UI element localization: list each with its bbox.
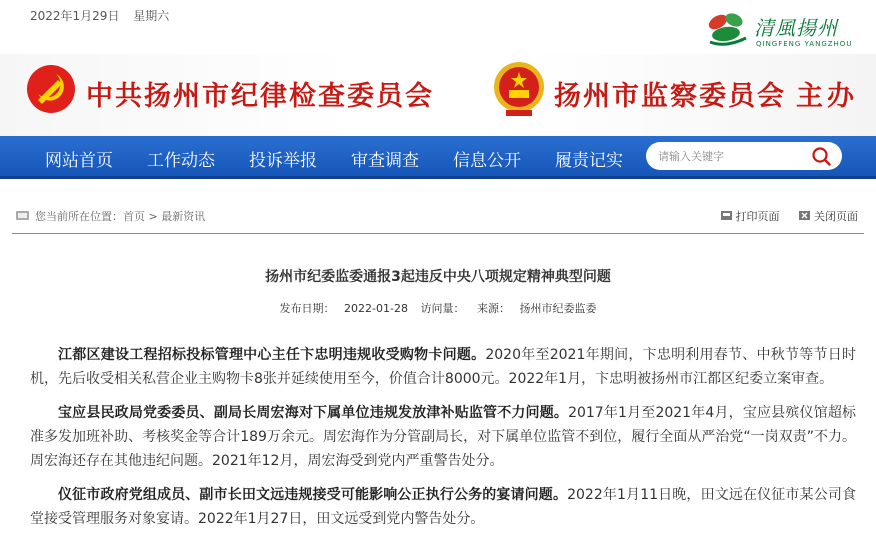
article-title: 扬州市纪委监委通报3起违反中央八项规定精神典型问题 <box>265 269 611 285</box>
breadcrumb-prefix: 您当前所在位置： <box>35 210 123 223</box>
print-label: 打印页面 <box>735 210 780 223</box>
nav-duty-records[interactable]: 履责记实 <box>555 151 623 171</box>
publish-date: 2022-01-28 <box>344 302 408 315</box>
current-weekday: 星期六 <box>133 9 170 23</box>
article-paragraph <box>30 483 856 531</box>
top-bar <box>0 0 876 54</box>
search-icon[interactable] <box>810 145 832 167</box>
org-name-discipline: 中共扬州市纪律检查委员会 <box>86 81 434 112</box>
breadcrumb-separator: > <box>148 210 158 223</box>
close-label: 关闭页面 <box>814 210 858 223</box>
close-icon <box>799 211 810 220</box>
nav-investigation[interactable]: 审查调查 <box>351 151 419 171</box>
paragraph-lead: 江都区建设工程招标投标管理中心主任卞忠明违规收受购物卡问题。 <box>58 347 486 363</box>
paragraph-body: 2017年1月至2021年4月，宝应县殡仪馆超标准多发加班补助、考核奖金等合计189万余元。周宏海作为分管副局长，对下属单位监管不到位，履行全面从严治党“一岗双责”不力。周宏海还存在其他违纪问题。2021年12月，周宏海受到党内严重警告处分。 <box>30 405 856 469</box>
print-page-button[interactable] <box>721 210 780 223</box>
current-date: 2022年1月29日 <box>30 9 120 23</box>
location-icon <box>16 210 29 221</box>
nav-disclosure[interactable]: 信息公开 <box>453 151 521 171</box>
date-label: 发布日期： <box>279 302 335 315</box>
article-body <box>30 343 856 541</box>
search-input[interactable] <box>658 147 808 165</box>
article-meta <box>0 300 876 316</box>
print-icon <box>721 211 732 220</box>
article-origin: 扬州市纪委监委 <box>519 302 597 315</box>
page-tools <box>705 208 859 224</box>
paragraph-lead: 仪征市政府党组成员、副市长田文远违规接受可能影响公正执行公务的宴请问题。 <box>58 487 568 503</box>
brand-cn: 清風揚州 <box>754 16 838 40</box>
visits-label: 访问量： <box>420 302 465 315</box>
brand-en: QINGFENG YANGZHOU <box>756 40 853 48</box>
nav-home[interactable]: 网站首页 <box>45 151 113 171</box>
leaf-logo-icon <box>704 8 750 50</box>
header-banner <box>0 54 876 136</box>
org-name-supervision: 扬州市监察委员会 <box>554 81 786 112</box>
breadcrumb <box>16 208 205 224</box>
nav-work-news[interactable]: 工作动态 <box>147 151 215 171</box>
national-emblem-icon <box>492 60 546 118</box>
article-paragraph <box>30 343 856 391</box>
paragraph-body: 2022年1月11日晚，田文远在仪征市某公司食堂接受管理服务对象宴请。2022年1月27日，田文远受到党内警告处分。 <box>30 487 856 527</box>
paragraph-body: 2020年至2021年期间，卞忠明利用春节、中秋节等节日时机，先后收受相关私营企业主购物卡8张并延续使用至今，价值合计8000元。2022年1月，卞忠明被扬州市江都区纪委立案审查。 <box>30 347 857 387</box>
breadcrumb-home-link[interactable]: 首页 <box>123 210 145 223</box>
qingfeng-logo[interactable] <box>704 6 864 52</box>
origin-label: 来源： <box>476 302 510 315</box>
paragraph-lead: 宝应县民政局党委委员、副局长周宏海对下属单位违规发放津补贴监管不力问题。 <box>58 405 569 421</box>
breadcrumb-bar <box>12 200 864 234</box>
search-box <box>646 142 842 170</box>
host-label: 主办 <box>796 81 858 112</box>
party-emblem-icon <box>26 64 76 114</box>
nav-complaints[interactable]: 投诉举报 <box>249 151 317 171</box>
date-display <box>30 7 179 24</box>
close-page-button[interactable] <box>799 210 858 223</box>
breadcrumb-current[interactable]: 最新资讯 <box>161 210 206 223</box>
article-paragraph <box>30 401 856 473</box>
